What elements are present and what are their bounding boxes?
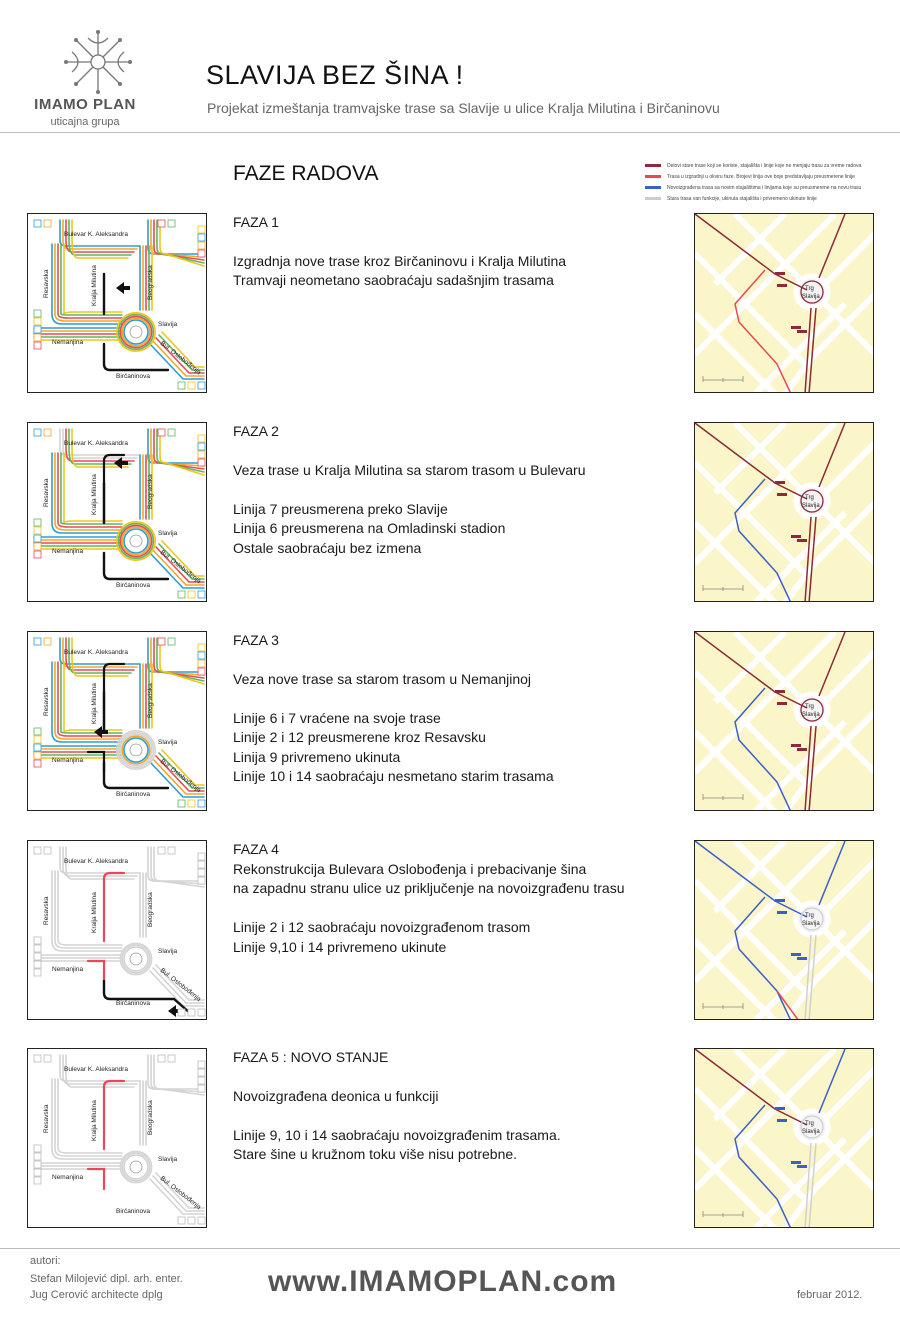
phase-text-line: Linije 9,10 i 14 privremeno ukinute (233, 938, 447, 955)
street-label: Birčaninova (116, 373, 150, 380)
legend-item (645, 193, 895, 204)
phase-block (0, 422, 900, 604)
line-number-badge (198, 1061, 205, 1068)
route-schematic-svg (28, 214, 206, 392)
street-label: Bulevar K. Aleksandra (64, 858, 128, 865)
line-number-badge (34, 310, 41, 317)
street-label: Bul. Oslobođenja (158, 549, 203, 586)
site-map (694, 422, 874, 602)
phase-description (233, 422, 683, 558)
line-number-badge (188, 382, 195, 389)
route-schematic (27, 1048, 207, 1228)
street-label: Bul. Oslobođenja (158, 758, 203, 795)
street-label: Kralja Milutina (91, 1100, 98, 1141)
street-label: Slavija (158, 321, 178, 328)
line-number-badge (198, 853, 205, 860)
phase-text-line: Linije 9, 10 i 14 saobraćaju novoizgrađenim trasama. (233, 1126, 561, 1143)
street-label: Bulevar K. Aleksandra (64, 1066, 128, 1073)
street-label: Resavska (43, 1104, 50, 1133)
line-number-badge (34, 527, 41, 534)
line-number-badge (34, 326, 41, 333)
street-label: Slavija (158, 1156, 178, 1163)
line-number-badge (168, 1055, 175, 1062)
phase-block (0, 213, 900, 395)
line-number-badge (198, 443, 205, 450)
site-map (694, 1048, 874, 1228)
org-subtitle: uticajna grupa (50, 116, 120, 128)
legend-swatch (645, 186, 661, 189)
street-label: Bul. Oslobođenja (158, 340, 203, 377)
line-number-badge (178, 591, 185, 598)
street-label: Resavska (43, 687, 50, 716)
station-marker (775, 1107, 785, 1110)
tram-route (55, 1079, 122, 1156)
phase-title: FAZA 4 (233, 841, 279, 857)
street-label: Resavska (43, 896, 50, 925)
phase-text-line: Linija 7 preusmerena preko Slavije (233, 500, 448, 517)
line-number-badge (34, 1177, 41, 1184)
line-number-badge (178, 800, 185, 807)
site-map-svg (695, 841, 873, 1019)
phase-text-line: Linija 6 preusmerena na Omladinski stadion (233, 520, 506, 536)
route-schematic-svg (28, 423, 206, 601)
street-label: Birčaninova (116, 1000, 150, 1007)
line-number-badge (34, 1055, 41, 1062)
line-number-badge (198, 869, 205, 876)
line-number-badge (168, 429, 175, 436)
line-number-badge (34, 519, 41, 526)
station-marker (797, 539, 807, 542)
street-label: Birčaninova (116, 1208, 150, 1215)
street-label: Slavija (158, 530, 178, 537)
line-number-badge (34, 220, 41, 227)
author-name: Stefan Milojević dipl. arh. enter. (30, 1273, 183, 1285)
phase-text-line: Izgradnja nove trase kroz Birčaninovu i Kralja Milutina (233, 252, 567, 269)
line-number-badge (34, 429, 41, 436)
route-network (34, 847, 204, 1013)
station-marker (777, 702, 787, 705)
site-map-svg (695, 423, 873, 601)
street-label: Resavska (43, 269, 50, 298)
line-number-badge (158, 1055, 165, 1062)
line-number-badge (198, 1077, 205, 1084)
station-marker (777, 493, 787, 496)
street-label: Bul. Oslobođenja (158, 967, 203, 1004)
header-divider (0, 132, 900, 133)
street-label: Nemanjina (52, 339, 84, 346)
scale-bar (703, 376, 743, 382)
place-label: Slavija (802, 503, 820, 509)
station-marker (791, 744, 801, 747)
legend-item (645, 160, 895, 171)
line-number-badge (198, 250, 205, 257)
place-label: Slavija (802, 712, 820, 718)
slavija-center (130, 744, 142, 756)
route-schematic-svg (28, 1049, 206, 1227)
line-number-badge (198, 1085, 205, 1092)
phase-text-line: Linije 2 i 12 saobraćaju novoizgrađenom trasom (233, 919, 531, 935)
line-number-badge (34, 342, 41, 349)
date-label: februar 2012. (797, 1289, 863, 1301)
line-number-badge (44, 847, 51, 854)
site-map (694, 631, 874, 811)
street-grid (695, 632, 873, 810)
place-label: Trg (805, 286, 814, 292)
line-number-badge (44, 1055, 51, 1062)
street-label: Bul. Oslobođenja (158, 1175, 203, 1212)
line-number-badge (188, 800, 195, 807)
street-grid (695, 423, 873, 601)
line-number-badge (34, 945, 41, 952)
line-number-badge (34, 953, 41, 960)
slavija-center (130, 535, 142, 547)
line-number-badge (198, 660, 205, 667)
line-number-badge (198, 800, 205, 807)
station-marker (775, 481, 785, 484)
line-number-badge (158, 847, 165, 854)
line-number-badge (34, 760, 41, 767)
new-route (104, 664, 124, 732)
phase-block (0, 1048, 900, 1230)
line-number-badge (198, 644, 205, 651)
phase-text-line: Stare šine u kružnom toku više nisu potrebne. (233, 1146, 518, 1162)
line-number-badge (188, 1009, 195, 1016)
line-number-badge (198, 1217, 205, 1224)
line-number-badge (198, 591, 205, 598)
slavija-center (130, 1161, 142, 1173)
line-number-badge (198, 459, 205, 466)
org-name: IMAMO PLAN (34, 96, 136, 113)
route-schematic-svg (28, 632, 206, 810)
legend-swatch (645, 197, 661, 200)
slavija-center (130, 326, 142, 338)
line-number-badge (168, 638, 175, 645)
phase-text-line: Ostale saobraćaju bez izmena (233, 539, 422, 556)
street-label: Beogradska (147, 474, 154, 509)
phase-description (233, 1048, 683, 1165)
line-number-badge (34, 334, 41, 341)
station-marker (797, 330, 807, 333)
line-number-badge (198, 451, 205, 458)
phase-text-line (233, 480, 683, 500)
scale-bar (703, 1211, 743, 1217)
line-number-badge (168, 220, 175, 227)
author-name: Jug Cerović architecte dplg (30, 1289, 163, 1301)
tram-route (58, 1079, 122, 1153)
station-marker (791, 535, 801, 538)
street-grid (695, 1049, 873, 1227)
phase-title: FAZA 3 (233, 632, 279, 648)
line-number-badge (198, 435, 205, 442)
new-route (88, 961, 104, 981)
station-marker (777, 911, 787, 914)
street-label: Bulevar K. Aleksandra (64, 231, 128, 238)
station-marker (775, 899, 785, 902)
street-label: Bulevar K. Aleksandra (64, 440, 128, 447)
line-number-badge (198, 242, 205, 249)
line-number-badge (34, 961, 41, 968)
street-label: Beogradska (147, 1100, 154, 1135)
place-label: Slavija (802, 294, 820, 300)
new-route (104, 873, 124, 941)
direction-arrow-icon (116, 282, 130, 294)
line-number-badge (44, 429, 51, 436)
line-number-badge (168, 847, 175, 854)
station-marker (797, 957, 807, 960)
station-marker (797, 1165, 807, 1168)
street-label: Nemanjina (52, 548, 84, 555)
line-number-badge (198, 234, 205, 241)
line-number-badge (178, 1217, 185, 1224)
phase-text-line: Linije 10 i 14 saobraćaju nesmetano starim trasama (233, 768, 554, 784)
station-marker (797, 748, 807, 751)
tram-route (52, 1079, 122, 1159)
legend-item (645, 171, 895, 182)
phase-text-line: Linija 9 privremeno ukinuta (233, 748, 401, 765)
authors-label: autori: (30, 1255, 61, 1267)
street-label: Resavska (43, 478, 50, 507)
line-number-badge (198, 877, 205, 884)
website-link[interactable]: www.IMAMOPLAN.com (268, 1265, 618, 1298)
line-number-badge (34, 847, 41, 854)
station-marker (775, 690, 785, 693)
place-label: Trg (805, 1121, 814, 1127)
page-title: SLAVIJA BEZ ŠINA ! (206, 60, 464, 90)
new-route (88, 1169, 104, 1189)
street-label: Beogradska (147, 683, 154, 718)
line-number-badge (34, 744, 41, 751)
legend (645, 160, 895, 204)
place-label: Slavija (802, 921, 820, 927)
phase-text-line: Linije 2 i 12 preusmerene kroz Resavsku (233, 729, 486, 745)
phase-block (0, 631, 900, 813)
route-schematic (27, 631, 207, 811)
legend-swatch (645, 175, 661, 178)
line-number-badge (34, 1169, 41, 1176)
route-schematic (27, 840, 207, 1020)
street-label: Beogradska (147, 892, 154, 927)
phase-text-line (233, 689, 683, 709)
phase-text-line: Veza trase u Kralja Milutina sa starom trasom u Bulevaru (233, 461, 586, 478)
street-label: Kralja Milutina (91, 474, 98, 515)
station-marker (777, 1119, 787, 1122)
place-label: Trg (805, 913, 814, 919)
legend-text: Trasa u izgradnji u okviru faze. Brojevi linija ove boje predstavljaju preusmerene linije (667, 173, 855, 180)
line-number-badge (34, 752, 41, 759)
phase-text-line: Novoizgrađena deonica u funkciji (233, 1087, 439, 1104)
phase-title: FAZA 1 (233, 214, 279, 230)
line-number-badge (198, 1009, 205, 1016)
legend-item (645, 182, 895, 193)
street-label: Nemanjina (52, 757, 84, 764)
line-number-badge (44, 220, 51, 227)
footer-divider (0, 1248, 900, 1249)
station-marker (777, 284, 787, 287)
station-marker (791, 326, 801, 329)
site-map-svg (695, 632, 873, 810)
phase-block (0, 840, 900, 1022)
site-map-svg (695, 214, 873, 392)
street-label: Birčaninova (116, 791, 150, 798)
tram-route (55, 871, 122, 948)
line-number-badge (198, 652, 205, 659)
street-label: Kralja Milutina (91, 265, 98, 306)
phase-text-line: Rekonstrukcija Bulevara Oslobođenja i prebacivanje šina (233, 860, 587, 877)
section-title: FAZE RADOVA (233, 162, 379, 185)
phase-description (233, 213, 683, 291)
street-grid (695, 841, 873, 1019)
station-marker (791, 1161, 801, 1164)
phase-description (233, 631, 683, 787)
line-number-badge (34, 1145, 41, 1152)
phase-text-line: na zapadnu stranu ulice uz priključenje na novoizgrađenu trasu (233, 880, 625, 896)
phase-text-line: Linije 6 i 7 vraćene na svoje trase (233, 709, 441, 726)
line-number-badge (34, 1161, 41, 1168)
line-number-badge (188, 1217, 195, 1224)
street-grid (695, 214, 873, 392)
line-number-badge (34, 728, 41, 735)
phase-text-line (233, 899, 683, 919)
route-schematic (27, 422, 207, 602)
street-label: Birčaninova (116, 582, 150, 589)
line-number-badge (34, 969, 41, 976)
phase-title: FAZA 2 (233, 423, 279, 439)
line-number-badge (34, 937, 41, 944)
scale-bar (703, 794, 743, 800)
page-subtitle: Projekat izmeštanja tramvajske trase sa Slavije u ulice Kralja Milutina i Birčaninovu (207, 100, 720, 116)
line-number-badge (158, 220, 165, 227)
phase-text-line: Tramvaji neometano saobraćaju sadašnjim trasama (233, 272, 554, 288)
street-label: Beogradska (147, 265, 154, 300)
line-number-badge (34, 1153, 41, 1160)
line-number-badge (34, 736, 41, 743)
place-label: Trg (805, 704, 814, 710)
phase-text-line (233, 1106, 683, 1126)
line-number-badge (188, 591, 195, 598)
scale-bar (703, 585, 743, 591)
route-schematic (27, 213, 207, 393)
street-label: Kralja Milutina (91, 892, 98, 933)
line-number-badge (34, 638, 41, 645)
phase-text-line: Veza nove trase sa starom trasom u Nemanjinoj (233, 670, 532, 687)
phase-title: FAZA 5 : NOVO STANJE (233, 1049, 389, 1065)
tram-route (58, 871, 122, 945)
line-number-badge (198, 1069, 205, 1076)
line-number-badge (178, 382, 185, 389)
line-number-badge (44, 638, 51, 645)
street-label: Bulevar K. Aleksandra (64, 649, 128, 656)
line-number-badge (34, 551, 41, 558)
route-schematic-svg (28, 841, 206, 1019)
street-label: Nemanjina (52, 1174, 84, 1181)
line-number-badge (198, 382, 205, 389)
line-number-badge (34, 543, 41, 550)
scale-bar (703, 1003, 743, 1009)
legend-swatch (645, 164, 661, 167)
street-label: Nemanjina (52, 966, 84, 973)
tram-route (148, 847, 204, 881)
phase-description (233, 840, 683, 957)
line-number-badge (158, 429, 165, 436)
tram-route (52, 871, 122, 951)
place-label: Trg (805, 495, 814, 501)
site-map (694, 213, 874, 393)
new-route (104, 1081, 124, 1149)
line-number-badge (198, 861, 205, 868)
street-label: Kralja Milutina (91, 683, 98, 724)
line-number-badge (34, 535, 41, 542)
tram-route (148, 1055, 204, 1089)
site-map (694, 840, 874, 1020)
line-number-badge (158, 638, 165, 645)
site-map-svg (695, 1049, 873, 1227)
line-number-badge (198, 226, 205, 233)
street-label: Slavija (158, 948, 178, 955)
station-marker (791, 953, 801, 956)
slavija-center (130, 953, 142, 965)
place-label: Slavija (802, 1129, 820, 1135)
legend-text: Delovi stare trase koji se koriste, stajališta i linije koje ne menjaju trasu za vreme radova (667, 162, 862, 169)
line-number-badge (178, 1009, 185, 1016)
line-number-badge (198, 668, 205, 675)
legend-text: Stara trasa van funkcije, ukinuta stajališta i privremeno ukinute linije (667, 195, 817, 202)
line-number-badge (34, 318, 41, 325)
station-marker (775, 272, 785, 275)
legend-text: Novoizgrađena trasa sa novim stajalištima i linijama koje su preusmerene na novu trasu (667, 184, 862, 191)
street-label: Slavija (158, 739, 178, 746)
